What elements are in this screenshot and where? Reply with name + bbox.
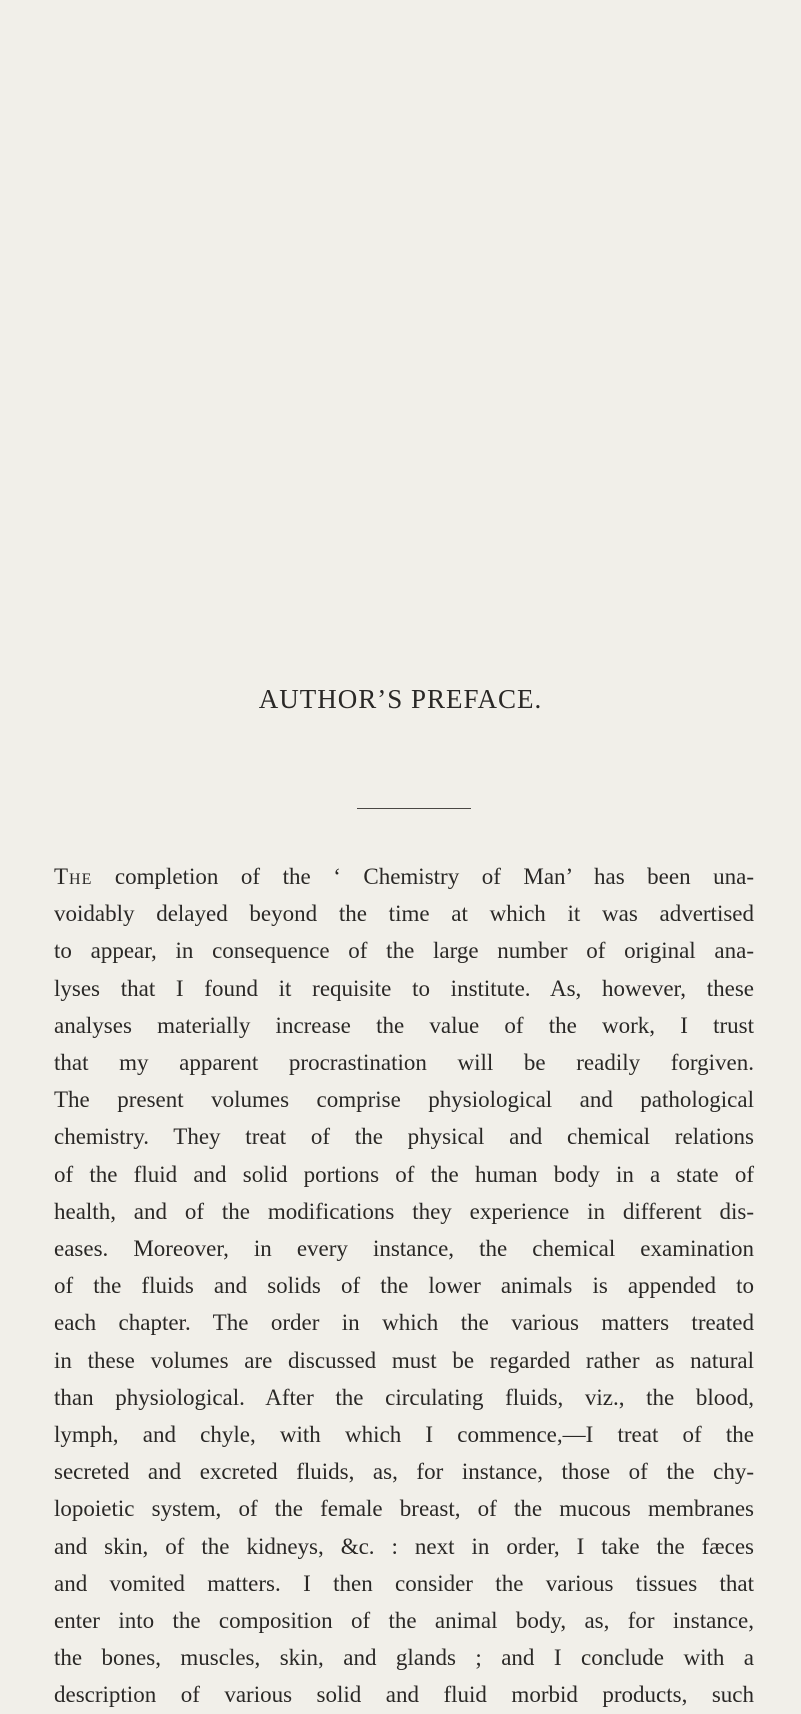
preface-line: chemistry. They treat of the physical and chemical relations <box>54 1124 754 1150</box>
preface-line <box>54 858 754 895</box>
preface-line: and skin, of the kidneys, &c. : next in order, I take the fæces <box>54 1533 754 1559</box>
preface-line: lyses that I found it requisite to institute. As, however, these <box>54 975 754 1001</box>
preface-line: of the fluid and solid portions of the human body in a state of <box>54 1161 754 1187</box>
preface-first-word: The <box>54 864 93 889</box>
preface-line: than physiological. After the circulating fluids, viz., the blood, <box>54 1384 754 1410</box>
preface-line: each chapter. The order in which the various matters treated <box>54 1310 754 1336</box>
preface-line: to appear, in consequence of the large number of original ana- <box>54 938 754 964</box>
preface-line: The present volumes comprise physiological and pathological <box>54 1087 754 1113</box>
preface-paragraph <box>54 858 754 1714</box>
preface-line: eases. Moreover, in every instance, the chemical examination <box>54 1236 754 1262</box>
preface-line: that my apparent procrastination will be readily forgiven. <box>54 1050 754 1076</box>
preface-line: in these volumes are discussed must be regarded rather as natural <box>54 1347 754 1373</box>
preface-line: lopoietic system, of the female breast, of the mucous membranes <box>54 1496 754 1522</box>
page-title: AUTHOR’S PREFACE. <box>258 684 543 714</box>
preface-line: description of various solid and fluid morbid products, such <box>54 1682 754 1708</box>
preface-line: and vomited matters. I then consider the various tissues that <box>54 1570 754 1596</box>
preface-line-text: completion of the ‘ Chemistry of Man’ has been una- <box>92 864 754 889</box>
preface-line: of the fluids and solids of the lower animals is appended to <box>54 1273 754 1299</box>
preface-line: lymph, and chyle, with which I commence,—I treat of the <box>54 1422 754 1448</box>
preface-line: the bones, muscles, skin, and glands ; and I conclude with a <box>54 1645 754 1671</box>
title-divider <box>357 808 471 809</box>
preface-line: secreted and excreted fluids, as, for instance, those of the chy- <box>54 1459 754 1485</box>
preface-line: voidably delayed beyond the time at which it was advertised <box>54 901 754 927</box>
preface-line: enter into the composition of the animal body, as, for instance, <box>54 1608 754 1634</box>
preface-line: health, and of the modifications they experience in different dis- <box>54 1198 754 1224</box>
preface-line: analyses materially increase the value of the work, I trust <box>54 1012 754 1038</box>
